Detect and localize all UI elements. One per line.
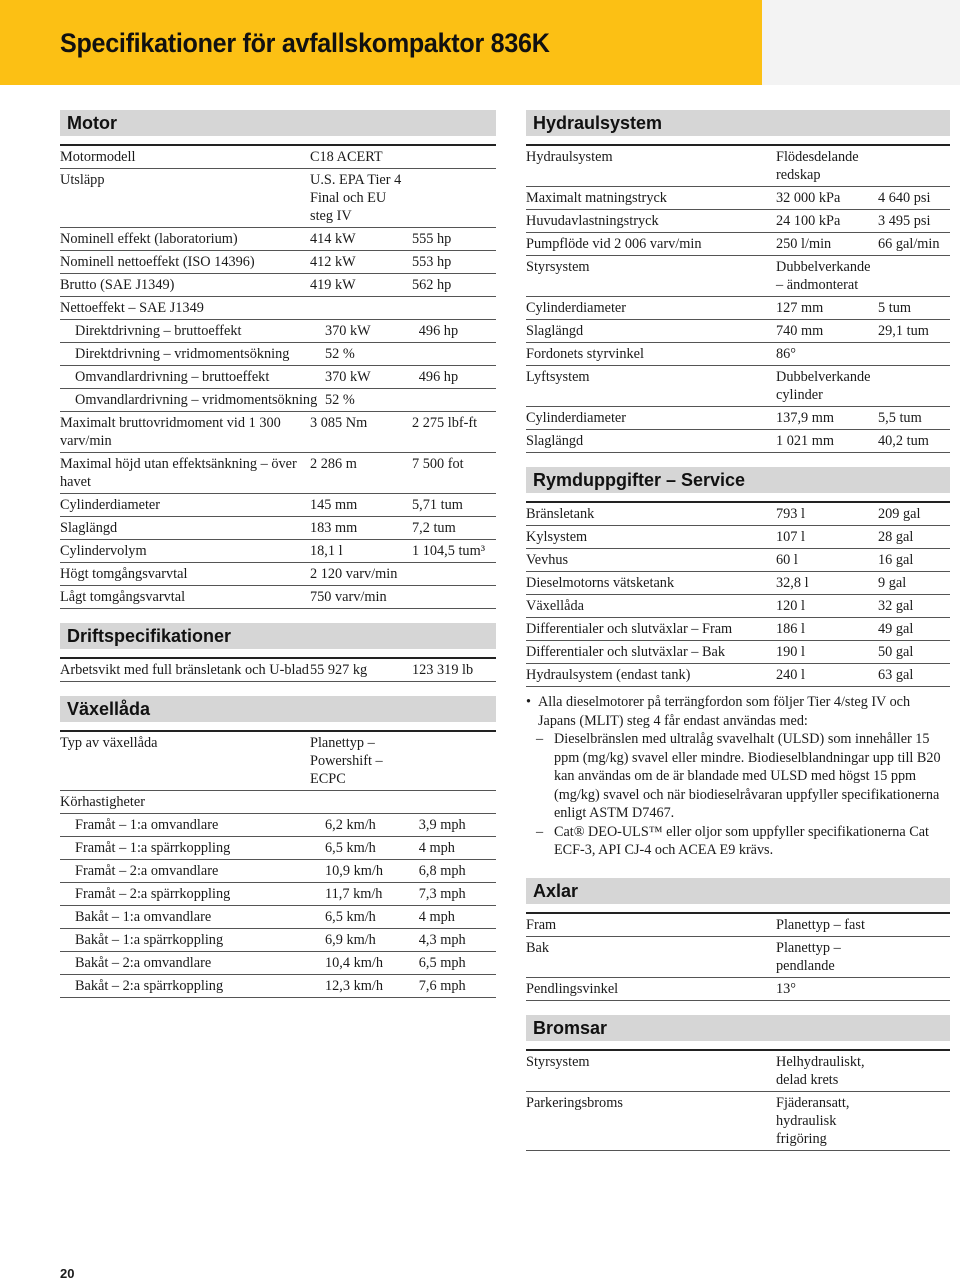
spec-row [526,618,950,641]
spec-label: Vevhus [526,552,569,568]
spec-value-metric: Flödesdelande redskap [776,149,859,183]
spec-label: Cylindervolym [60,543,147,559]
spec-value-imperial: 562 hp [412,277,452,293]
spec-value-imperial: 555 hp [412,231,452,247]
page-number: 20 [60,1266,75,1281]
right-column [526,110,950,1165]
spec-value-imperial: 7,2 tum [412,520,456,536]
spec-row [60,952,496,975]
spec-value-metric: C18 ACERT [310,149,383,165]
spec-table-motor [60,144,496,609]
spec-label: Bakåt – 2:a omvandlare [75,955,212,971]
spec-label: Differentialer och slutväxlar – Bak [526,644,726,660]
spec-label: Hydraulsystem (endast tank) [526,667,691,683]
spec-value-imperial: 496 hp [418,323,459,339]
spec-row [60,906,496,929]
spec-row [526,407,950,430]
spec-table-drift [60,657,496,682]
spec-label: Maximalt matningstryck [526,190,667,206]
spec-row [60,453,496,494]
spec-label: Dieselmotorns vätsketank [526,575,675,591]
spec-row [60,860,496,883]
spec-row [60,659,496,682]
spec-label: Växellåda [526,598,584,614]
spec-row [60,169,496,228]
spec-value-metric: 183 mm [310,520,358,536]
spec-value-metric: 3 085 Nm [310,415,368,431]
spec-table-vaxellada [60,730,496,998]
spec-value-metric: 86° [776,346,797,362]
spec-label: Kylsystem [526,529,588,545]
spec-value-metric: 419 kW [310,277,356,293]
spec-label: Hydraulsystem [526,149,613,165]
spec-label: Utsläpp [60,172,105,188]
spec-label: Omvandlardrivning – vridmomentsökning [75,392,318,408]
spec-row [526,978,950,1001]
spec-value-imperial: 4,3 mph [418,932,466,948]
spec-value-imperial: 7,6 mph [418,978,466,994]
spec-row [526,1051,950,1092]
spec-value-metric: 107 l [776,529,805,545]
spec-value-metric: 18,1 l [310,543,343,559]
spec-row [60,837,496,860]
spec-value-imperial: 28 gal [878,529,914,545]
spec-label: Fordonets styrvinkel [526,346,644,362]
dash-mark: – [536,823,544,840]
dash-mark: – [536,731,544,747]
note-bullet [526,693,950,730]
section-header-drift: Driftspecifikationer [60,623,496,649]
spec-value-metric: 52 % [325,346,355,362]
spec-value-imperial: 5,71 tum [412,497,463,513]
spec-value-metric: Planettyp – Powershift – ECPC [310,735,383,787]
bullet-mark: • [526,694,531,710]
spec-row [60,251,496,274]
spec-value-imperial: 7,3 mph [418,886,466,902]
spec-label: Differentialer och slutväxlar – Fram [526,621,733,637]
spec-value-metric: 6,5 km/h [325,909,376,925]
spec-value-metric: 137,9 mm [776,410,834,426]
note-dash-1-text: Dieselbränslen med ultralåg svavelhalt (ULSD) som innehåller 15 ppm (mg/kg) svavel eller mindre. Biodieselblandningar upp till B20 kan användas om de är blandade med ULSD med högst 15 ppm (mg/kg) svavel och när biodieselråvaran uppfyller specifikationerna enligt ASTM D7467. [554,731,941,821]
spec-value-metric: 2 120 varv/min [310,566,398,582]
spec-label: Framåt – 2:a spärrkoppling [75,886,231,902]
spec-value-imperial: 209 gal [878,506,921,522]
spec-row [526,595,950,618]
spec-value-imperial: 123 319 lb [412,662,474,678]
spec-label: Bränsletank [526,506,595,522]
spec-value-imperial: 3 495 psi [878,213,931,229]
spec-label: Maximalt bruttovridmoment vid 1 300 varv/min [60,415,281,449]
spec-value-metric [310,793,412,811]
spec-row [60,297,496,320]
spec-row [60,228,496,251]
spec-label: Framåt – 1:a spärrkoppling [75,840,231,856]
spec-row [60,146,496,169]
spec-value-metric: 414 kW [310,231,356,247]
spec-label: Motormodell [60,149,136,165]
spec-label: Bakåt – 2:a spärrkoppling [75,978,224,994]
spec-value-metric: 60 l [776,552,798,568]
spec-table-axlar [526,912,950,1001]
spec-value-metric: U.S. EPA Tier 4 Final och EU steg IV [310,172,402,224]
spec-table-hydraul [526,144,950,453]
spec-value-metric: 6,9 km/h [325,932,376,948]
spec-row [60,883,496,906]
spec-row [60,975,496,998]
spec-label: Högt tomgångsvarvtal [60,566,188,582]
spec-row [526,430,950,453]
spec-value-metric: 10,9 km/h [325,863,383,879]
spec-row [60,320,496,343]
spec-value-metric: Planettyp – pendlande [776,939,841,974]
note-bullet-text: Alla dieselmotorer på terrängfordon som följer Tier 4/steg IV och Japans (MLIT) steg 4 får endast användas med: [538,694,911,729]
spec-value-metric: Fjäderansatt, hydraulisk frigöring [776,1094,850,1147]
spec-value-imperial: 66 gal/min [878,236,940,252]
spec-row [60,929,496,952]
spec-table-rymd [526,501,950,687]
spec-label: Omvandlardrivning – bruttoeffekt [75,369,270,385]
spec-row [526,937,950,978]
spec-row [526,297,950,320]
spec-row [526,914,950,937]
spec-row [60,540,496,563]
spec-label: Typ av växellåda [60,735,158,751]
spec-label: Slaglängd [60,520,118,536]
spec-label: Cylinderdiameter [526,300,627,316]
spec-value-metric: 2 286 m [310,456,357,472]
spec-value-metric: 32,8 l [776,575,809,591]
fuel-notes [526,693,950,860]
note-dash-2-text: Cat® DEO-ULS™ eller oljor som uppfyller specifikationerna Cat ECF-3, API CJ-4 och ACEA E9 krävs. [554,823,929,858]
spec-label: Bakåt – 1:a omvandlare [75,909,212,925]
spec-row [526,343,950,366]
spec-label: Cylinderdiameter [60,497,161,513]
spec-value-metric: 24 100 kPa [776,213,841,229]
spec-value-metric: Planettyp – fast [776,916,865,933]
spec-value-imperial: 553 hp [412,254,452,270]
spec-value-imperial: 4 mph [418,840,455,856]
section-header-bromsar: Bromsar [526,1015,950,1041]
spec-row [60,412,496,453]
spec-row [60,586,496,609]
spec-value-metric: 11,7 km/h [325,886,383,902]
spec-value-metric: 6,2 km/h [325,817,376,833]
section-header-motor: Motor [60,110,496,136]
spec-row [526,526,950,549]
spec-value-metric: 32 000 kPa [776,190,841,206]
spec-value-metric: 190 l [776,644,805,660]
spec-value-metric [310,299,412,317]
spec-value-imperial [878,345,950,363]
spec-label: Framåt – 1:a omvandlare [75,817,219,833]
section-header-rymd: Rymduppgifter – Service [526,467,950,493]
spec-value-metric: 120 l [776,598,805,614]
spec-value-metric: 13° [776,980,797,997]
note-dash-1 [526,730,950,823]
section-header-vaxellada: Växellåda [60,696,496,722]
spec-value-imperial [412,793,496,811]
spec-value-metric: 12,3 km/h [325,978,383,994]
spec-label: Arbetsvikt med full bränsletank och U-blad [60,662,309,678]
spec-value-metric: 145 mm [310,497,358,513]
spec-value-imperial: 32 gal [878,598,914,614]
spec-value-imperial [412,299,496,317]
spec-value-metric: Dubbelverkande – ändmonterat [776,259,871,293]
spec-row [526,256,950,297]
spec-label: Fram [526,916,557,933]
spec-label: Cylinderdiameter [526,410,627,426]
corner-strip [762,0,960,85]
spec-row [60,389,496,412]
spec-value-imperial: 50 gal [878,644,914,660]
spec-row [526,210,950,233]
spec-label: Bak [526,939,550,956]
spec-row [526,146,950,187]
note-dash-2 [526,823,950,860]
spec-value-imperial: 4 640 psi [878,190,931,206]
spec-value-metric: Helhydrauliskt, delad krets [776,1053,865,1088]
spec-row [60,343,496,366]
left-column [60,110,496,1012]
spec-label: Nominell effekt (laboratorium) [60,231,238,247]
spec-value-metric: 750 varv/min [310,589,387,605]
spec-label: Styrsystem [526,259,590,275]
spec-value-metric: 370 kW [325,369,371,385]
spec-label: Körhastigheter [60,794,145,810]
spec-label: Direktdrivning – bruttoeffekt [75,323,242,339]
spec-value-imperial [419,345,496,363]
spec-value-imperial: 6,8 mph [418,863,466,879]
spec-label: Slaglängd [526,323,584,339]
spec-row [526,503,950,526]
spec-value-imperial [419,391,496,409]
spec-row [526,233,950,256]
page-title: Specifikationer för avfallskompaktor 836K [60,28,550,58]
spec-value-imperial: 3,9 mph [418,817,466,833]
spec-row [60,732,496,791]
spec-value-metric: 127 mm [776,300,824,316]
spec-row [526,187,950,210]
spec-row [526,366,950,407]
spec-value-imperial: 2 275 lbf-ft [412,415,478,431]
spec-value-imperial: 6,5 mph [418,955,466,971]
spec-label: Pumpflöde vid 2 006 varv/min [526,236,702,252]
spec-label: Slaglängd [526,433,584,449]
spec-row [526,320,950,343]
spec-value-metric: 250 l/min [776,236,832,252]
spec-label: Lyftsystem [526,369,590,385]
spec-value-metric: 52 % [325,392,355,408]
spec-label: Styrsystem [526,1053,590,1070]
spec-value-metric: 186 l [776,621,805,637]
spec-value-imperial: 4 mph [418,909,455,925]
spec-label: Direktdrivning – vridmomentsökning [75,346,290,362]
spec-value-metric: 6,5 km/h [325,840,376,856]
spec-value-metric: 740 mm [776,323,824,339]
spec-row [526,664,950,687]
section-header-hydraul: Hydraulsystem [526,110,950,136]
spec-value-metric: 793 l [776,506,805,522]
spec-value-metric: 412 kW [310,254,356,270]
spec-value-imperial: 1 104,5 tum³ [412,543,485,559]
spec-value-metric: 10,4 km/h [325,955,383,971]
spec-value-imperial: 5 tum [878,300,911,316]
spec-row [60,517,496,540]
spec-row [60,366,496,389]
spec-value-metric: Dubbelverkande cylinder [776,369,871,403]
spec-label: Pendlingsvinkel [526,980,619,997]
spec-label: Parkeringsbroms [526,1094,623,1111]
spec-value-imperial: 5,5 tum [878,410,922,426]
spec-value-imperial: 496 hp [418,369,459,385]
spec-row [526,572,950,595]
spec-value-imperial: 40,2 tum [878,433,929,449]
spec-label: Nettoeffekt – SAE J1349 [60,300,204,316]
spec-value-metric: 1 021 mm [776,433,834,449]
spec-value-metric: 370 kW [325,323,371,339]
section-header-axlar: Axlar [526,878,950,904]
spec-value-imperial: 7 500 fot [412,456,464,472]
spec-row [60,274,496,297]
spec-value-imperial: 29,1 tum [878,323,929,339]
spec-table-bromsar [526,1049,950,1151]
spec-row [526,641,950,664]
spec-label: Maximal höjd utan effektsänkning – över havet [60,456,297,490]
spec-value-imperial: 63 gal [878,667,914,683]
spec-row [60,814,496,837]
spec-label: Brutto (SAE J1349) [60,277,175,293]
spec-row [526,549,950,572]
spec-value-imperial [878,980,950,998]
spec-value-imperial [412,148,496,166]
spec-value-imperial: 9 gal [878,575,907,591]
spec-label: Nominell nettoeffekt (ISO 14396) [60,254,255,270]
spec-row [526,1092,950,1151]
spec-label: Bakåt – 1:a spärrkoppling [75,932,224,948]
spec-row [60,494,496,517]
spec-value-metric: 240 l [776,667,805,683]
spec-label: Huvudavlastningstryck [526,213,659,229]
spec-row [60,791,496,814]
spec-value-imperial: 49 gal [878,621,914,637]
spec-value-imperial: 16 gal [878,552,914,568]
spec-row [60,563,496,586]
spec-label: Lågt tomgångsvarvtal [60,589,186,605]
spec-value-metric: 55 927 kg [310,662,368,678]
spec-label: Framåt – 2:a omvandlare [75,863,219,879]
